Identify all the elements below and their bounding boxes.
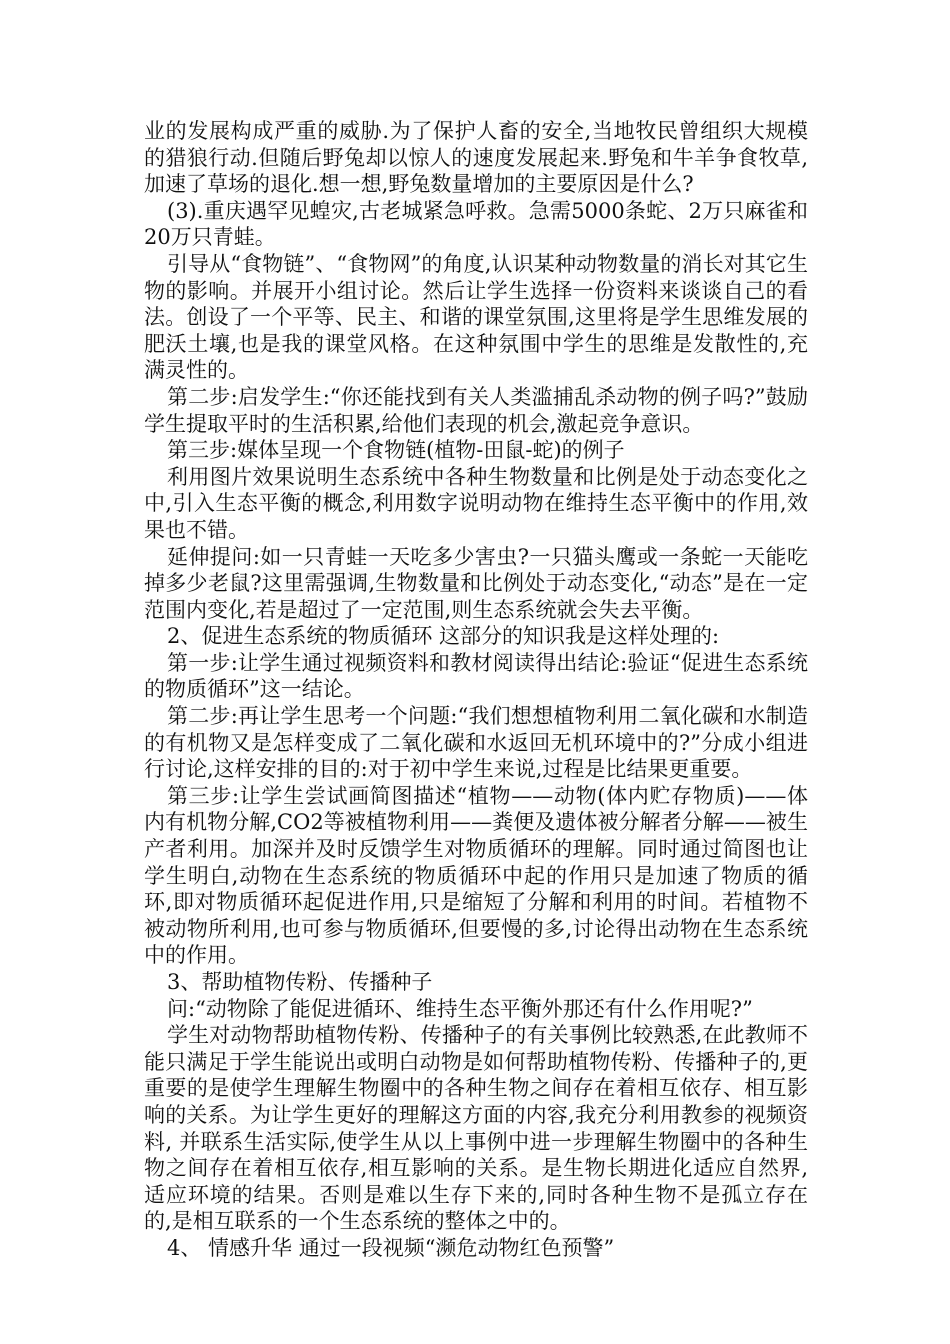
paragraph-cycle-step-two: 第二步:再让学生思考一个问题:“我们想想植物利用二氧化碳和水制造的有机物又是怎样变成了二氧化碳和水返回无机环境中的?”分成小组进行讨论,这样安排的目的:对于初中学生来说,过程是比结果更重要。: [144, 704, 808, 782]
paragraph-cycle-step-three: 第三步:让学生尝试画简图描述“植物——动物(体内贮存物质)——体内有机物分解,CO2等被植物利用——粪便及遗体被分解者分解——被生产者利用。加深并及时反馈学生对物质循环的理解。同时通过简图也让学生明白,动物在生态系统的物质循环中起的作用只是加速了物质的循环,即对物质循环起促进作用,只是缩短了分解和利用的时间。若植物不被动物所利用,也可参与物质循环,但要慢的多,讨论得出动物在生态系统中的作用。: [144, 783, 808, 968]
paragraph-ecological-balance: 利用图片效果说明生态系统中各种生物数量和比例是处于动态变化之中,引入生态平衡的概念,利用数字说明动物在维持生态平衡中的作用,效果也不错。: [144, 464, 808, 542]
document-body: [144, 118, 808, 1262]
paragraph-locust-plague: (3).重庆遇罕见蝗灾,古老城紧急呼救。急需5000条蛇、2万只麻雀和20万只青蛙。: [144, 198, 808, 250]
paragraph-step-three: 第三步:媒体呈现一个食物链(植物-田鼠-蛇)的例子: [167, 438, 625, 463]
paragraph-extended-question: 延伸提问:如一只青蛙一天吃多少害虫?一只猫头鹰或一条蛇一天能吃掉多少老鼠?这里需强调,生物数量和比例处于动态变化,“动态”是在一定范围内变化,若是超过了一定范围,则生态系统就会失去平衡。: [144, 544, 808, 622]
paragraph-cycle-step-one: 第一步:让学生通过视频资料和教材阅读得出结论:验证“促进生态系统的物质循环”这一结论。: [144, 650, 808, 702]
paragraph-wolf-hunt: 业的发展构成严重的威胁.为了保护人畜的安全,当地牧民曾组织大规模的猎狼行动.但随后野兔却以惊人的速度发展起来.野兔和牛羊争食牧草,加速了草场的退化.想一想,野兔数量增加的主要原因是什么?: [144, 119, 808, 197]
paragraph-food-chain-guidance: 引导从“食物链”、“食物网”的角度,认识某种动物数量的消长对其它生物的影响。并展开小组讨论。然后让学生选择一份资料来谈谈自己的看法。创设了一个平等、民主、和谐的课堂氛围,这里将是学生思维发展的肥沃土壤,也是我的课堂风格。在这种氛围中学生的思维是发散性的,充满灵性的。: [144, 251, 808, 383]
heading-material-cycle: 2、促进生态系统的物质循环 这部分的知识我是这样处理的:: [167, 624, 720, 649]
heading-emotional-sublimation: 4、 情感升华 通过一段视频“濒危动物红色预警”: [167, 1235, 615, 1260]
paragraph-step-two: 第二步:启发学生:“你还能找到有关人类滥捕乱杀动物的例子吗?”鼓励学生提取平时的生活积累,给他们表现的机会,激起竞争意识。: [144, 384, 808, 436]
paragraph-pollination-discussion: 学生对动物帮助植物传粉、传播种子的有关事例比较熟悉,在此教师不能只满足于学生能说出或明白动物是如何帮助植物传粉、传播种子的,更重要的是使学生理解生物圈中的各种生物之间存在着相互依存、相互影响的关系。为让学生更好的理解这方面的内容,我充分利用教参的视频资料, 并联系生活实际,使学生从以上事例中进一步理解生物圈中的各种生物之间存在着相互依存,相互影响的关系。是生物长期进化适应自然界,适应环境的结果。否则是难以生存下来的,同时各种生物不是孤立存在的,是相互联系的一个生态系统的整体之中的。: [144, 1023, 808, 1234]
paragraph-question: 问:“动物除了能促进循环、维持生态平衡外那还有什么作用呢?”: [167, 996, 753, 1021]
heading-pollination: 3、帮助植物传粉、传播种子: [167, 970, 433, 994]
